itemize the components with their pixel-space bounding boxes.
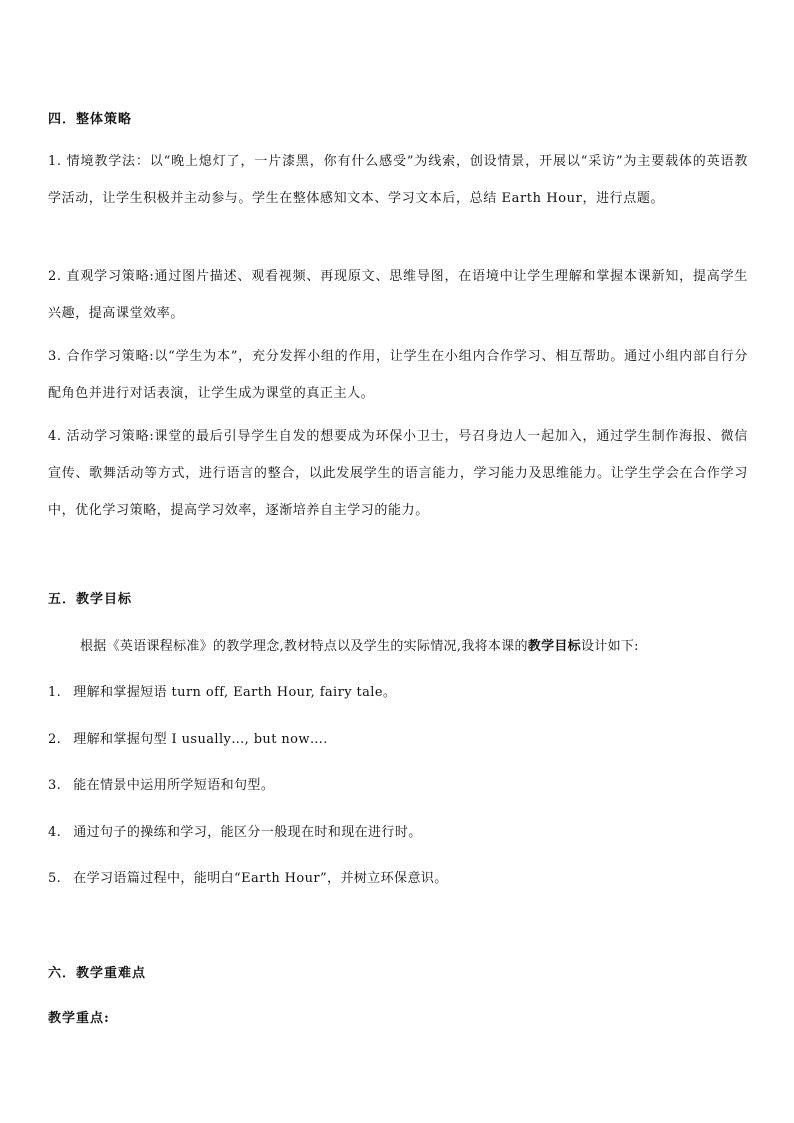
goal-item-3 <box>48 774 274 793</box>
goal-item-5 <box>48 867 448 886</box>
goals-intro-text: 根据《英语课程标准》的教学理念,教材特点以及学生的实际情况,我将本课的 <box>80 639 528 654</box>
strategy-item-2: 2. 直观学习策略:通过图片描述、观看视频、再现原文、思维导图，在语境中让学生理解和掌握本课新知，提高学生兴趣，提高课堂效率。 <box>48 269 748 321</box>
strategy-item-1: 1. 情境教学法：以“晚上熄灯了，一片漆黑，你有什么感受”为线索，创设情景，开展以“采访”为主要载体的英语教学活动，让学生积极并主动参与。学生在整体感知文本、学习文本后，总结 Earth Hour，进行点题。 <box>48 154 748 206</box>
section-4-heading: 四．整体策略 <box>48 112 133 127</box>
goal-item-2 <box>48 728 328 747</box>
goal-text: 理解和掌握短语 turn off, Earth Hour, fairy tale。 <box>73 685 397 700</box>
goal-text: 在学习语篇过程中，能明白“Earth Hour”，并树立环保意识。 <box>73 871 448 886</box>
goal-item-1 <box>48 681 396 700</box>
goal-number: 4. <box>48 825 62 840</box>
goals-intro <box>80 635 639 654</box>
goal-text: 理解和掌握句型 I usually…, but now…. <box>73 732 328 747</box>
goal-number: 2. <box>48 732 62 747</box>
strategy-item-3: 3. 合作学习策略:以“学生为本”，充分发挥小组的作用，让学生在小组内合作学习、相互帮助。通过小组内部自行分配角色并进行对话表演，让学生成为课堂的真正主人。 <box>48 349 748 401</box>
key-points-subheading: 教学重点: <box>48 1011 110 1026</box>
goals-intro-bold: 教学目标 <box>527 639 581 654</box>
goal-text: 通过句子的操练和学习，能区分一般现在时和现在进行时。 <box>73 825 422 840</box>
goal-item-4 <box>48 821 422 840</box>
goal-number: 1. <box>48 685 62 700</box>
goal-number: 5. <box>48 871 62 886</box>
goal-text: 能在情景中运用所学短语和句型。 <box>73 778 275 793</box>
section-6-heading: 六．教学重难点 <box>48 966 147 981</box>
goal-number: 3. <box>48 778 62 793</box>
goals-intro-tail: 设计如下: <box>580 639 639 654</box>
strategy-item-4: 4. 活动学习策略:课堂的最后引导学生自发的想要成为环保小卫士，号召身边人一起加入，通过学生制作海报、微信宣传、歌舞活动等方式，进行语言的整合，以此发展学生的语言能力，学习能力及思维能力。让学生学会在合作学习中，优化学习策略，提高学习效率，逐渐培养自主学习的能力。 <box>48 429 748 518</box>
section-5-heading: 五．教学目标 <box>48 592 133 607</box>
